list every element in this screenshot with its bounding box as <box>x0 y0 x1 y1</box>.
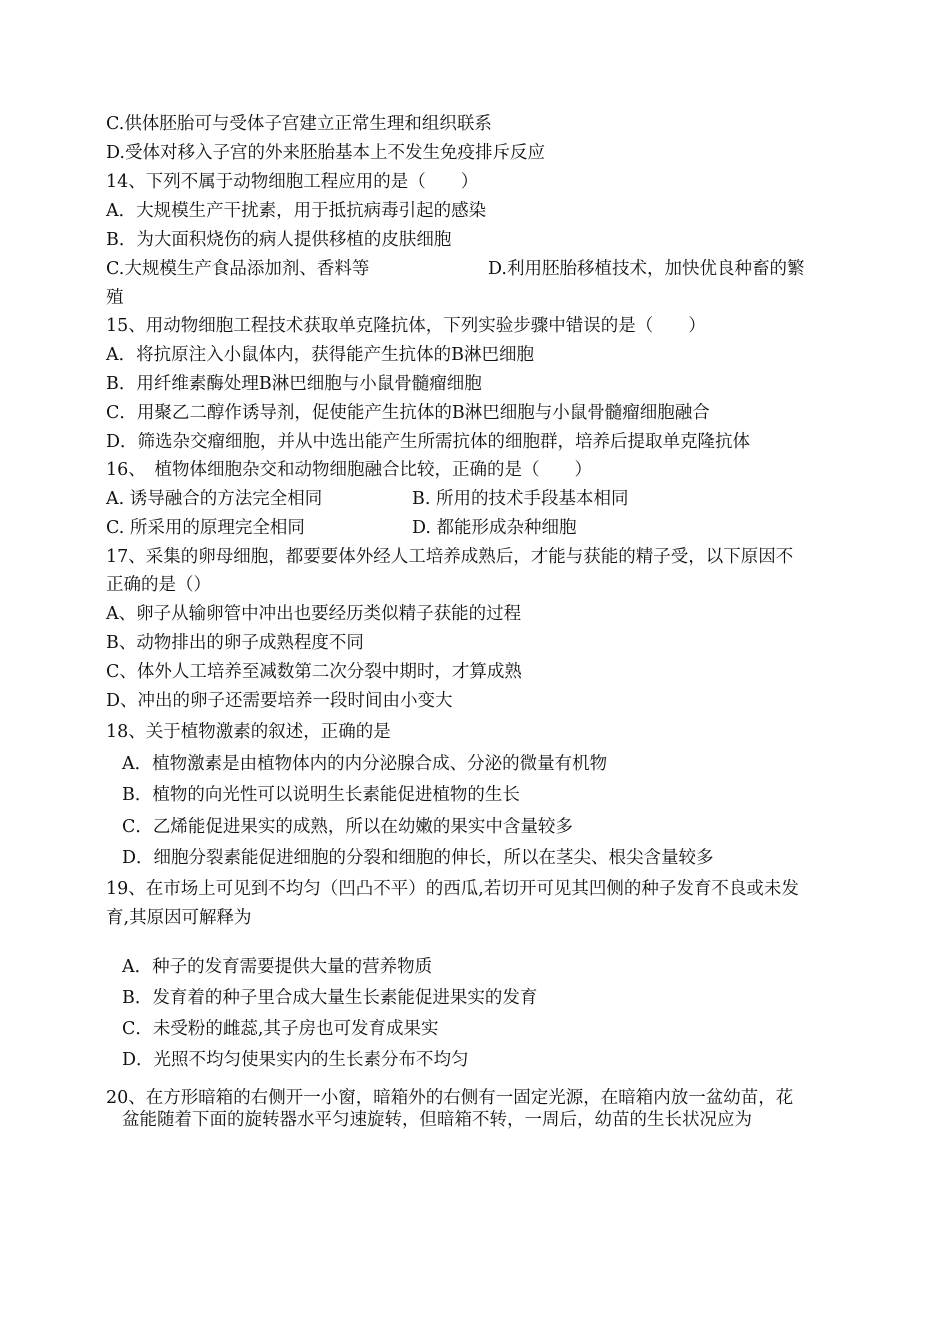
q16-option-c: C. 所采用的原理完全相同 <box>106 518 305 538</box>
q19-option-a: A．种子的发育需要提供大量的营养物质 <box>122 957 433 977</box>
q20-stem: 20、在方形暗箱的右侧开一小窗，暗箱外的右侧有一固定光源，在暗箱内放一盆幼苗，花 <box>106 1088 794 1108</box>
q19-option-d: D．光照不均匀使果实内的生长素分布不均匀 <box>122 1050 469 1070</box>
q14-option-b: B．为大面积烧伤的病人提供移植的皮肤细胞 <box>106 230 452 250</box>
q14-option-d-continued: 殖 <box>106 288 124 308</box>
q17-option-a: A、卵子从输卵管中冲出也要经历类似精子获能的过程 <box>106 604 522 624</box>
q18-option-b: B．植物的向光性可以说明生长素能促进植物的生长 <box>122 785 520 805</box>
q17-option-c: C、体外人工培养至减数第二次分裂中期时，才算成熟 <box>106 662 522 682</box>
q15-option-d: D．筛选杂交瘤细胞，并从中选出能产生所需抗体的细胞群，培养后提取单克隆抗体 <box>106 432 751 452</box>
q16-stem: 16、 植物体细胞杂交和动物细胞融合比较，正确的是（ ） <box>106 460 593 480</box>
q17-option-b: B、动物排出的卵子成熟程度不同 <box>106 633 364 653</box>
q18-option-c: C．乙烯能促进果实的成熟，所以在幼嫩的果实中含量较多 <box>122 817 573 837</box>
q17-stem-continued: 正确的是（） <box>106 575 211 595</box>
q14-option-d: D.利用胚胎移植技术，加快优良种畜的繁 <box>488 259 805 279</box>
q13-option-d: D.受体对移入子宫的外来胚胎基本上不发生免疫排斥反应 <box>106 143 545 163</box>
q14-stem: 14、下列不属于动物细胞工程应用的是（ ） <box>106 172 479 192</box>
q14-option-a: A．大规模生产干扰素，用于抵抗病毒引起的感染 <box>106 201 487 221</box>
q20-stem-continued: 盆能随着下面的旋转器水平匀速旋转，但暗箱不转，一周后，幼苗的生长状况应为 <box>122 1110 752 1130</box>
q16-option-d: D. 都能形成杂种细胞 <box>412 518 577 538</box>
q16-option-a: A. 诱导融合的方法完全相同 <box>106 489 323 509</box>
q18-stem: 18、关于植物激素的叙述，正确的是 <box>106 722 391 742</box>
q18-option-d: D．细胞分裂素能促进细胞的分裂和细胞的伸长，所以在茎尖、根尖含量较多 <box>122 848 714 868</box>
q15-option-a: A．将抗原注入小鼠体内，获得能产生抗体的B淋巴细胞 <box>106 345 534 365</box>
q16-option-b: B. 所用的技术手段基本相同 <box>412 489 629 509</box>
q15-stem: 15、用动物细胞工程技术获取单克隆抗体，下列实验步骤中错误的是（ ） <box>106 316 706 336</box>
q19-option-c: C．未受粉的雌蕊,其子房也可发育成果实 <box>122 1019 439 1039</box>
q17-stem: 17、采集的卵母细胞，都要要体外经人工培养成熟后，才能与获能的精子受，以下原因不 <box>106 547 794 567</box>
q14-option-c: C.大规模生产食品添加剂、香料等 <box>106 259 370 279</box>
q17-option-d: D、冲出的卵子还需要培养一段时间由小变大 <box>106 691 453 711</box>
q15-option-c: C．用聚乙二醇作诱导剂，促使能产生抗体的B淋巴细胞与小鼠骨髓瘤细胞融合 <box>106 403 710 423</box>
q18-option-a: A．植物激素是由植物体内的内分泌腺合成、分泌的微量有机物 <box>122 754 608 774</box>
q19-stem-continued: 育,其原因可解释为 <box>106 908 252 928</box>
q19-option-b: B．发育着的种子里合成大量生长素能促进果实的发育 <box>122 988 538 1008</box>
q19-stem: 19、在市场上可见到不均匀（凹凸不平）的西瓜,若切开可见其凹侧的种子发育不良或未发 <box>106 879 799 899</box>
q13-option-c: C.供体胚胎可与受体子宫建立正常生理和组织联系 <box>106 114 492 134</box>
q15-option-b: B．用纤维素酶处理B淋巴细胞与小鼠骨髓瘤细胞 <box>106 374 482 394</box>
